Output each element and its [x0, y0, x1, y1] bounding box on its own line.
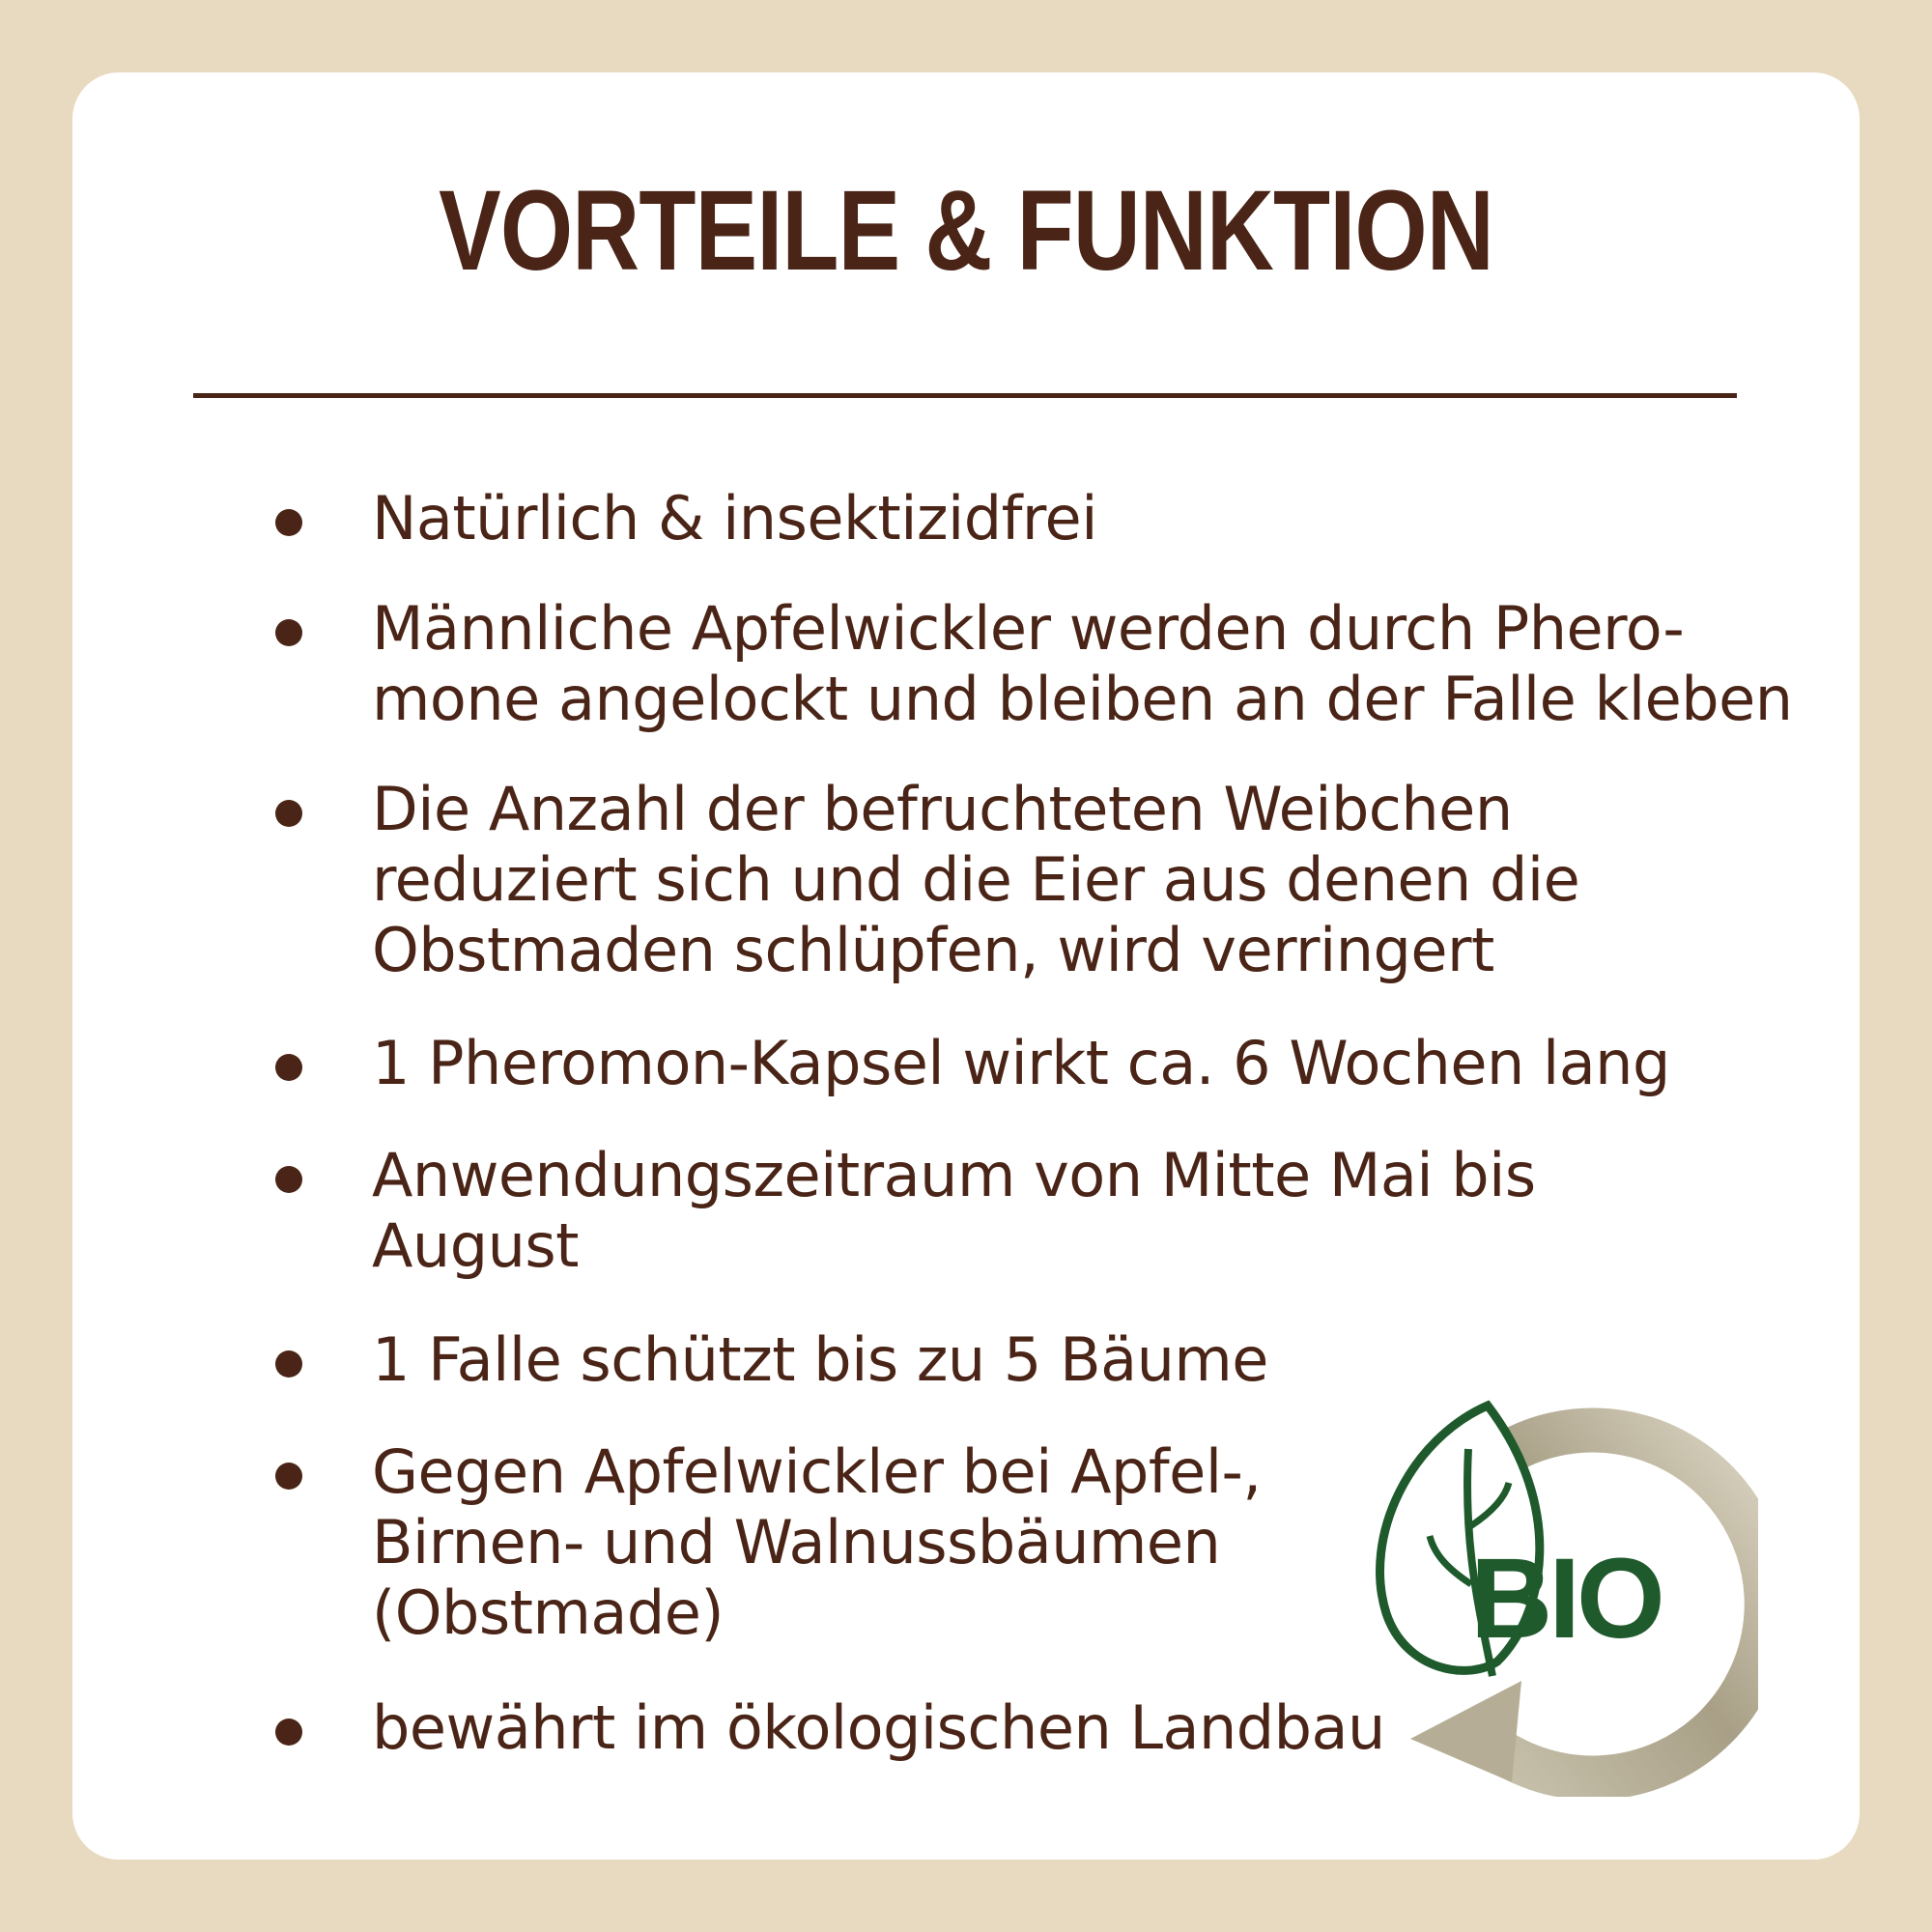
bio-badge [1352, 1391, 1758, 1797]
list-item-text: Männliche Apfelwickler werden durch Phero- mone angelockt und bleiben an der Falle kleben [372, 593, 1793, 734]
list-item-text: Gegen Apfelwickler bei Apfel-, Birnen- und Walnussbäumen (Obstmade) [372, 1436, 1262, 1648]
page-title: VORTEILE & FUNKTION [439, 167, 1493, 295]
list-item-text: Die Anzahl der befruchteten Weibchen reduziert sich und die Eier aus denen die Obstmaden schlüpfen, wird verringert [372, 774, 1580, 985]
list-item-text: 1 Pheromon-Kapsel wirkt ca. 6 Wochen lang [372, 1028, 1670, 1098]
bullet-dot [275, 800, 302, 827]
list-item-text: Natürlich & insektizidfrei [372, 483, 1097, 554]
bullet-dot [275, 1719, 302, 1746]
bio-badge-graphic [1352, 1391, 1758, 1797]
bullet-dot [275, 1054, 302, 1081]
arrow-head [1410, 1681, 1521, 1782]
bullet-dot [275, 1463, 302, 1490]
bio-label: BIO [1470, 1535, 1662, 1662]
bullet-dot [275, 1166, 302, 1193]
list-item-text: Anwendungszeitraum von Mitte Mai bis August [372, 1140, 1536, 1281]
bullet-dot [275, 619, 302, 646]
title-divider [193, 393, 1737, 398]
list-item-text: 1 Falle schützt bis zu 5 Bäume [372, 1324, 1268, 1395]
list-item-text: bewährt im ökologischen Landbau [372, 1692, 1385, 1763]
bullet-dot [275, 1350, 302, 1378]
bullet-dot [275, 509, 302, 536]
